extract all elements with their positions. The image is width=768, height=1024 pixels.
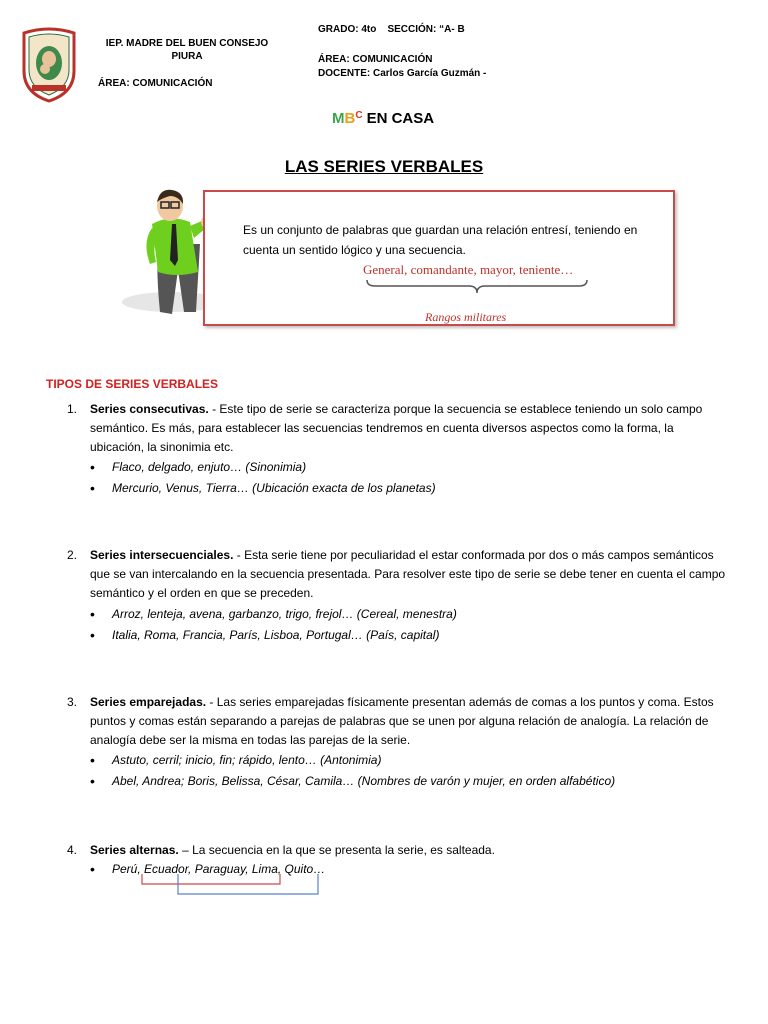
list-item: • Italia, Roma, Francia, París, Lisboa, Portugal… (País, capital): [90, 625, 710, 646]
school-crest-icon: [20, 27, 78, 103]
series-type-3: [67, 693, 727, 750]
list-item: • Flaco, delgado, enjuto… (Sinonimia): [90, 457, 710, 478]
series-type-2: [67, 546, 727, 603]
mbc-en-casa-logo: [332, 110, 434, 127]
examples-list-2: [90, 604, 710, 646]
brace-icon: [365, 278, 590, 294]
item-number: 4.: [67, 843, 78, 857]
item-description: - Las series emparejadas físicamente presentan además de comas a los puntos y coma. Estos puntos y comas están separando a parejas de palabras que se unen por alguna relación de analogía. La relación de analogía debe ser la misma en todas las parejas de la serie.: [90, 695, 714, 747]
definition-box: [203, 190, 675, 326]
series-type-1: [67, 400, 727, 457]
school-name-block: [96, 37, 278, 63]
grado-seccion: GRADO: 4to SECCIÓN: “A- B: [318, 24, 465, 35]
examples-list-1: [90, 457, 710, 499]
area-left: ÁREA: COMUNICACIÓN: [98, 78, 213, 89]
area-right: ÁREA: COMUNICACIÓN: [318, 54, 433, 65]
item-name: Series emparejadas.: [90, 695, 207, 709]
item-number: 3.: [67, 695, 78, 709]
brand-letter-b: B: [344, 110, 356, 127]
list-item: • Mercurio, Venus, Tierra… (Ubicación exacta de los planetas): [90, 478, 710, 499]
list-item: • Abel, Andrea; Boris, Belissa, César, Camila… (Nombres de varón y mujer, en orden alfabético): [90, 771, 710, 792]
item-name: Series consecutivas.: [90, 402, 209, 416]
definition-text: Es un conjunto de palabras que guardan una relación entresí, teniendo en cuenta un sentido lógico y una secuencia.: [243, 223, 638, 257]
definition-example: General, comandante, mayor, teniente…: [363, 262, 574, 277]
brand-en-casa: EN CASA: [366, 110, 435, 127]
item-description: – La secuencia en la que se presenta la serie, es salteada.: [178, 843, 495, 857]
item-name: Series alternas.: [90, 843, 179, 857]
alternation-connector-icon: [138, 872, 323, 896]
brand-letter-c: C: [355, 110, 363, 121]
item-description: - Este tipo de serie se caracteriza porque la secuencia se establece teniendo un solo campo semántico. Es más, para establecer las secuencias tendremos en cuenta diversos aspectos como la forma, la ubicación, la sinonimia etc.: [90, 402, 703, 454]
brand-letter-m: M: [332, 110, 345, 127]
item-description: - Esta serie tiene por peculiaridad el estar conformada por dos o más campos semánticos que se van intercalando en la secuencia presentada. Para resolver este tipo de serie se debe tener en cuenta el campo semántico y el orden en que se preceden.: [90, 548, 726, 600]
school-city: PIURA: [171, 51, 203, 62]
item-number: 2.: [67, 548, 78, 562]
docente: DOCENTE: Carlos García Guzmán -: [318, 68, 487, 79]
item-name: Series intersecuenciales.: [90, 548, 234, 562]
series-type-4: [67, 841, 727, 860]
section-title: TIPOS DE SERIES VERBALES: [46, 377, 219, 391]
page-title: LAS SERIES VERBALES: [284, 157, 484, 176]
list-item: • Perú, Ecuador, Paraguay, Lima, Quito…: [90, 859, 710, 880]
item-number: 1.: [67, 402, 78, 416]
definition-label: Rangos militares: [425, 310, 507, 324]
school-name: IEP. MADRE DEL BUEN CONSEJO: [105, 38, 269, 49]
examples-list-3: [90, 750, 710, 792]
list-item: • Astuto, cerril; inicio, fin; rápido, lento… (Antonimia): [90, 750, 710, 771]
list-item: • Arroz, lenteja, avena, garbanzo, trigo, frejol… (Cereal, menestra): [90, 604, 710, 625]
